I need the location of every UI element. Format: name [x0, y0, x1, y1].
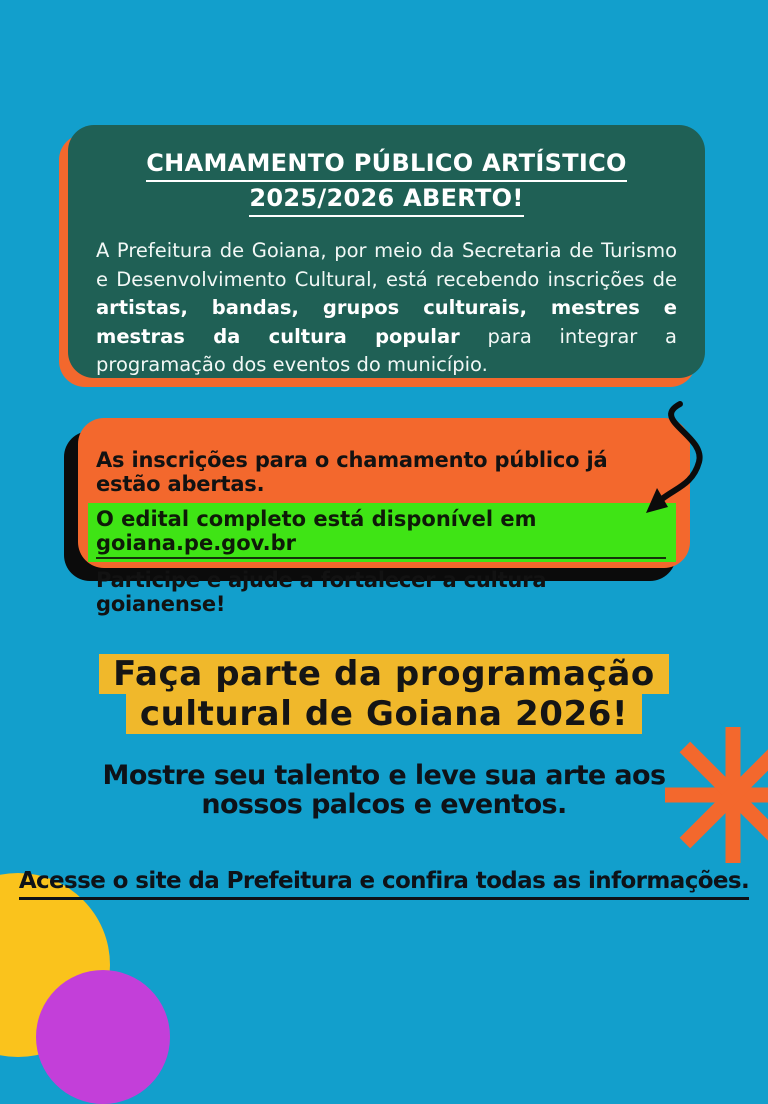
subheadline-line1: Mostre seu talento e leve sua arte aos — [102, 760, 666, 791]
edital-url: goiana.pe.gov.br — [96, 531, 296, 555]
poster-title — [96, 151, 677, 221]
edital-text-prefix: O edital completo está disponível em — [96, 507, 537, 531]
headline-line1: Faça parte da programação — [99, 654, 669, 694]
curved-arrow-icon — [638, 396, 730, 528]
headline-line2: cultural de Goiana 2026! — [126, 694, 642, 734]
edital-highlight-text — [96, 507, 666, 559]
announcement-body-bold: artistas, bandas, grupos culturais, mestres e mestras da cultura popular — [96, 296, 677, 348]
announcement-body — [96, 237, 677, 380]
footer-link-row — [0, 868, 768, 900]
poster-title-line1: CHAMAMENTO PÚBLICO ARTÍSTICO — [146, 151, 626, 182]
footer-link-text: Acesse o site da Prefeitura e confira todas as informações. — [19, 868, 749, 900]
purple-circle-decoration — [36, 970, 170, 1104]
edital-highlight-box — [88, 503, 676, 562]
headline — [0, 654, 768, 734]
announcement-body-prefix: A Prefeitura de Goiana, por meio da Secretaria de Turismo e Desenvolvimento Cultural, está recebendo inscrições de — [96, 239, 677, 291]
info-line-registrations: As inscrições para o chamamento público já estão abertas. — [96, 448, 608, 496]
subheadline-line2: nossos palcos e eventos. — [201, 789, 567, 820]
info-line-participate: Participe e ajude a fortalecer a cultura goianense! — [96, 568, 547, 616]
announcement-card — [68, 125, 705, 378]
info-card — [78, 418, 690, 616]
edital-highlight — [88, 503, 676, 562]
poster-title-line2: 2025/2026 ABERTO! — [249, 186, 523, 217]
announcement-body-suffix: para integrar a programação dos eventos do município. — [96, 324, 677, 376]
subheadline — [0, 761, 768, 819]
